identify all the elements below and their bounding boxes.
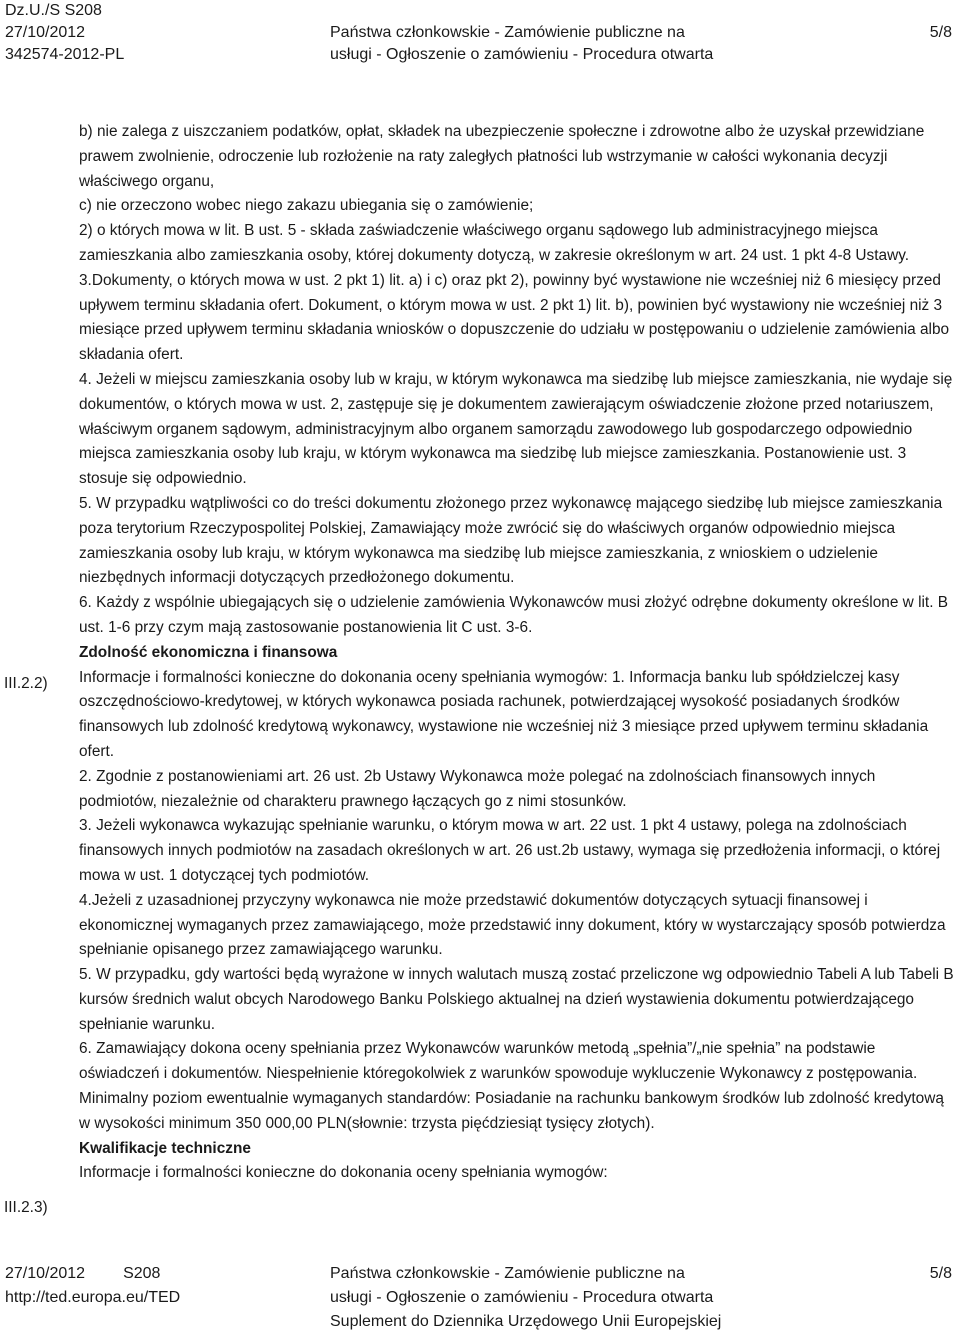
paragraph: 4.Jeżeli z uzasadnionej przyczyny wykonawca nie może przedstawić dokumentów dotyczących sytuacji finansowej i ekonomicznej wymaganych przez zamawiającego, może przedstawić inny dokument, który w wystarczający sposób potwierdza spełnianie opisanego przez zamawiającego warunku. [79,891,946,959]
page-header [0,0,960,70]
paragraph: Minimalny poziom ewentualnie wymaganych standardów: Posiadanie na rachunku bankowym środków lub zdolność kredytową w wysokości minimum 350 000,00 PLN(słownie: trzysta pięćdziesiąt tysięcy złotych). [79,1090,944,1132]
paragraph: 3.Dokumenty, o których mowa w ust. 2 pkt 1) lit. a) i c) oraz pkt 2), powinny być wystawione nie wcześniej niż 6 miesięcy przed upływem terminu składania ofert. Dokument, o którym mowa w ust. 2 pkt 1) lit. b), powinien być wystawiony nie wcześniej niż 3 miesiące przed upływem terminu składania wniosków o dopuszczenie do udziału w postępowaniu o udzielenie zamówienia albo składania ofert. [79,271,950,364]
paragraph: Informacje i formalności konieczne do dokonania oceny spełniania wymogów: [79,1164,608,1182]
header-title-line1: Państwa członkowskie - Zamówienie publiczne na [330,24,685,41]
footer-date: 27/10/2012 [5,1265,86,1282]
section-heading-technical: Kwalifikacje techniczne [79,1139,251,1157]
header-title-line2: usługi - Ogłoszenie o zamówieniu - Procedura otwarta [330,46,714,63]
journal-ref: Dz.U./S S208 [5,2,102,19]
footer-title-line2: usługi - Ogłoszenie o zamówieniu - Procedura otwarta [330,1289,714,1306]
section-heading-economic: Zdolność ekonomiczna i finansowa [79,643,338,661]
paragraph: 3. Jeżeli wykonawca wykazując spełnianie warunku, o którym mowa w art. 22 ust. 1 pkt 4 ustawy, polega na zdolnościach finansowych innych podmiotów na zasadach określonych w art. 26 ust.2b ustawy, wymaga się przedłożenia informacji, o której mowa w ust. 1 dotyczącej tych podmiotów. [79,817,941,884]
paragraph: 2) o których mowa w lit. B ust. 5 - składa zaświadczenie właściwego organu sądowego lub administracyjnego miejsca zamieszkania albo zamieszkania osoby, której dokumenty dotyczą, w zakresie określonym w art. 24 ust. 1 pkt 4-8 Ustawy. [79,222,910,264]
header-page-number: 5/8 [929,24,952,41]
footer-supplement: Suplement do Dziennika Urzędowego Unii Europejskiej [330,1313,722,1330]
footer-code: S208 [123,1265,161,1282]
header-meta [5,0,124,66]
footer-meta [5,1262,180,1310]
footer-title-line1: Państwa członkowskie - Zamówienie publiczne na [330,1265,685,1282]
footer-title [330,1262,721,1334]
page-footer [0,1262,960,1334]
section-label-iii-2-3: III.2.3) [4,1199,48,1216]
notice-id: 342574-2012-PL [5,46,125,63]
paragraph: 2. Zgodnie z postanowieniami art. 26 ust. 2b Ustawy Wykonawca może polegać na zdolnościach finansowych innych podmiotów, niezależnie od charakteru prawnego łączących go z nimi stosunków. [79,767,876,810]
paragraph: 6. Każdy z wspólnie ubiegających się o udzielenie zamówienia Wykonawców musi złożyć odrębne dokumenty określone w lit. B ust. 1-6 przy czym mają zastosowanie postanowienia lit C ust. 3-6. [79,594,949,636]
paragraph: 6. Zamawiający dokona oceny spełniania przez Wykonawców warunków metodą „spełnia”/„nie spełnia” na podstawie oświadczeń i dokumentów. Niespełnienie któregokolwiek z warunków spowoduje wykluczenie Wykonawcy z postępowania. [79,1040,918,1083]
footer-url-link[interactable]: http://ted.europa.eu/TED [5,1289,181,1306]
paragraph: 5. W przypadku, gdy wartości będą wyrażone w innych walutach muszą zostać przeliczone wg odpowiednio Tabeli A lub Tabeli B kursów średnich walut obcych Narodowego Banku Polskiego aktualnej na dzień wystawienia dokumentu potwierdzającego spełnianie warunku. [79,966,954,1033]
document-body [79,120,957,1186]
paragraph: 4. Jeżeli w miejscu zamieszkania osoby lub w kraju, w którym wykonawca ma siedzibę lub miejsce zamieszkania, nie wydaje się dokumentów, o których mowa w ust. 2, zastępuje się je dokumentem zawierającym oświadczenie złożone przed notariuszem, właściwym organem sądowym, administracyjnym albo organem samorządu zawodowego lub gospodarczego odpowiednio miejsca zamieszkania osoby lub kraju, w którym wykonawca ma siedzibę lub miejsce zamieszkania. Postanowienie ust. 3 stosuje się odpowiednio. [79,370,953,488]
paragraph: Informacje i formalności konieczne do dokonania oceny spełniania wymogów: 1. Informacja banku lub spółdzielczej kasy oszczędnościowo-kredytowej, w których wykonawca posiada rachunek, potwierdzającej wysokość posiadanych środków finansowych lub zdolność kredytową wykonawcy, wystawione nie wcześniej niż 3 miesiące przed upływem terminu składania ofert. [79,668,929,760]
paragraph: 5. W przypadku wątpliwości co do treści dokumentu złożonego przez wykonawcę mającego siedzibę lub miejsce zamieszkania poza terytorium Rzeczypospolitej Polskiej, Zamawiający może zwrócić się do właściwych organów odpowiednio miejsca zamieszkania osoby lub kraju, w którym wykonawca ma siedzibę lub miejsce zamieszkania, z wnioskiem o udzielenie niezbędnych informacji dotyczących przedłożonego dokumentu. [79,494,943,587]
header-date: 27/10/2012 [5,24,86,41]
section-label-iii-2-2: III.2.2) [4,675,48,692]
paragraph: b) nie zalega z uiszczaniem podatków, opłat, składek na ubezpieczenie społeczne i zdrowotne albo że uzyskał przewidziane prawem zwolnienie, odroczenie lub rozłożenie na raty zaległych płatności lub wstrzymanie w całości wykonania decyzji właściwego organu, [79,123,925,190]
paragraph: c) nie orzeczono wobec niego zakazu ubiegania się o zamówienie; [79,197,534,215]
footer-page-number: 5/8 [929,1265,952,1282]
